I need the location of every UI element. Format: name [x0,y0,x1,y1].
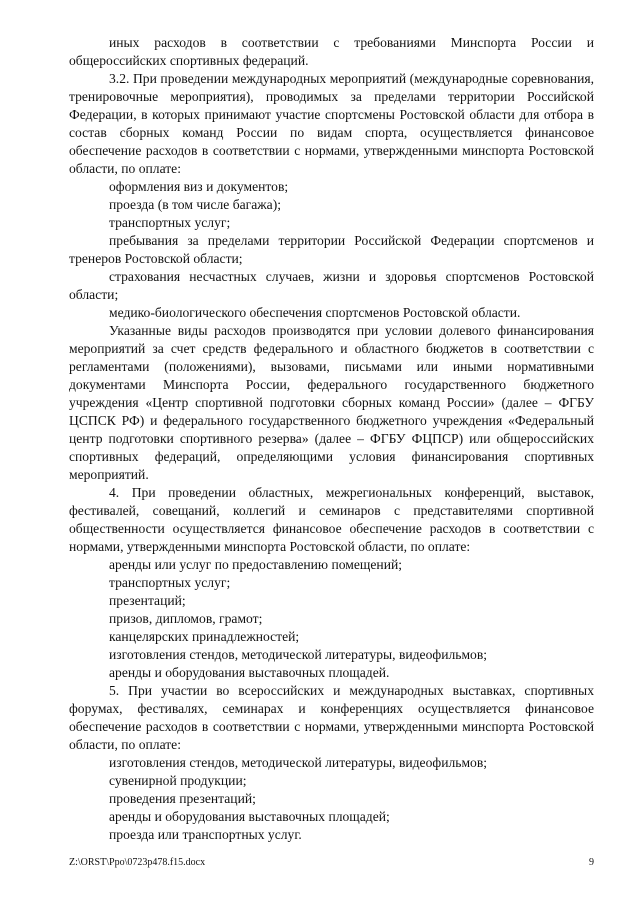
file-path: Z:\ORST\Ppo\0723p478.f15.docx [69,857,206,868]
list-item: пребывания за пределами территории Российской Федерации спортсменов и тренеров Ростовской области; [69,233,594,266]
list-item: проезда (в том числе багажа); [109,197,281,212]
list-item: сувенирной продукции; [109,773,247,788]
list-item: аренды и оборудования выставочных площадей. [109,665,390,680]
list-item: канцелярских принадлежностей; [109,629,300,644]
list-item: транспортных услуг; [109,575,231,590]
list-item: изготовления стендов, методической литературы, видеофильмов; [109,647,488,662]
paragraph: иных расходов в соответствии с требованиями Минспорта России и общероссийских спортивных федераций. [69,35,594,68]
paragraph: 5. При участии во всероссийских и международных выставках, спортивных форумах, фестивалях, семинарах и конференциях осуществляется финансовое обеспечение расходов в соответствии с нормами, утвержденными минспорта Ростовской области, по оплате: [69,683,594,752]
list-item: страхования несчастных случаев, жизни и здоровья спортсменов Ростовской области; [69,269,594,302]
list-item: транспортных услуг; [109,215,231,230]
list-item: оформления виз и документов; [109,179,289,194]
list-item: призов, дипломов, грамот; [109,611,263,626]
page-footer [69,856,594,870]
page-number: 9 [589,857,594,868]
list-item: проезда или транспортных услуг. [109,827,302,842]
paragraph: Указанные виды расходов производятся при условии долевого финансирования мероприятий за счет средств федерального и областного бюджетов в соответствии с регламентами (положениями), вызовами, письмами или иными нормативными документами Минспорта России, федерального государственного бюджетного учреждения «Центр спортивной подготовки сборных команд России» (далее – ФГБУ ЦСПСК РФ) и федерального государственного бюджетного учреждения «Федеральный центр подготовки спортивного резерва» (далее – ФГБУ ФЦПСР) или общероссийских спортивных федераций, определяющими условия финансирования спортивных мероприятий. [69,323,594,482]
list-item: проведения презентаций; [109,791,256,806]
list-item: медико-биологического обеспечения спортсменов Ростовской области. [109,305,521,320]
paragraph: 3.2. При проведении международных мероприятий (международные соревнования, тренировочные мероприятия), проводимых за пределами территории Российской Федерации, в которых принимают участие спортсмены Ростовской области для отбора в состав сборных команд России по видам спорта, осуществляется финансовое обеспечение расходов в соответствии с нормами, утвержденными минспорта Ростовской области, по оплате: [69,71,594,176]
list-item: изготовления стендов, методической литературы, видеофильмов; [109,755,488,770]
list-item: презентаций; [109,593,186,608]
document-body [69,34,594,844]
paragraph: 4. При проведении областных, межрегиональных конференций, выставок, фестивалей, совещаний, коллегий и семинаров с представителями спортивной общественности осуществляется финансовое обеспечение расходов в соответствии с нормами, утвержденными минспорта Ростовской области, по оплате: [69,485,594,554]
list-item: аренды и оборудования выставочных площадей; [109,809,390,824]
list-item: аренды или услуг по предоставлению помещений; [109,557,403,572]
